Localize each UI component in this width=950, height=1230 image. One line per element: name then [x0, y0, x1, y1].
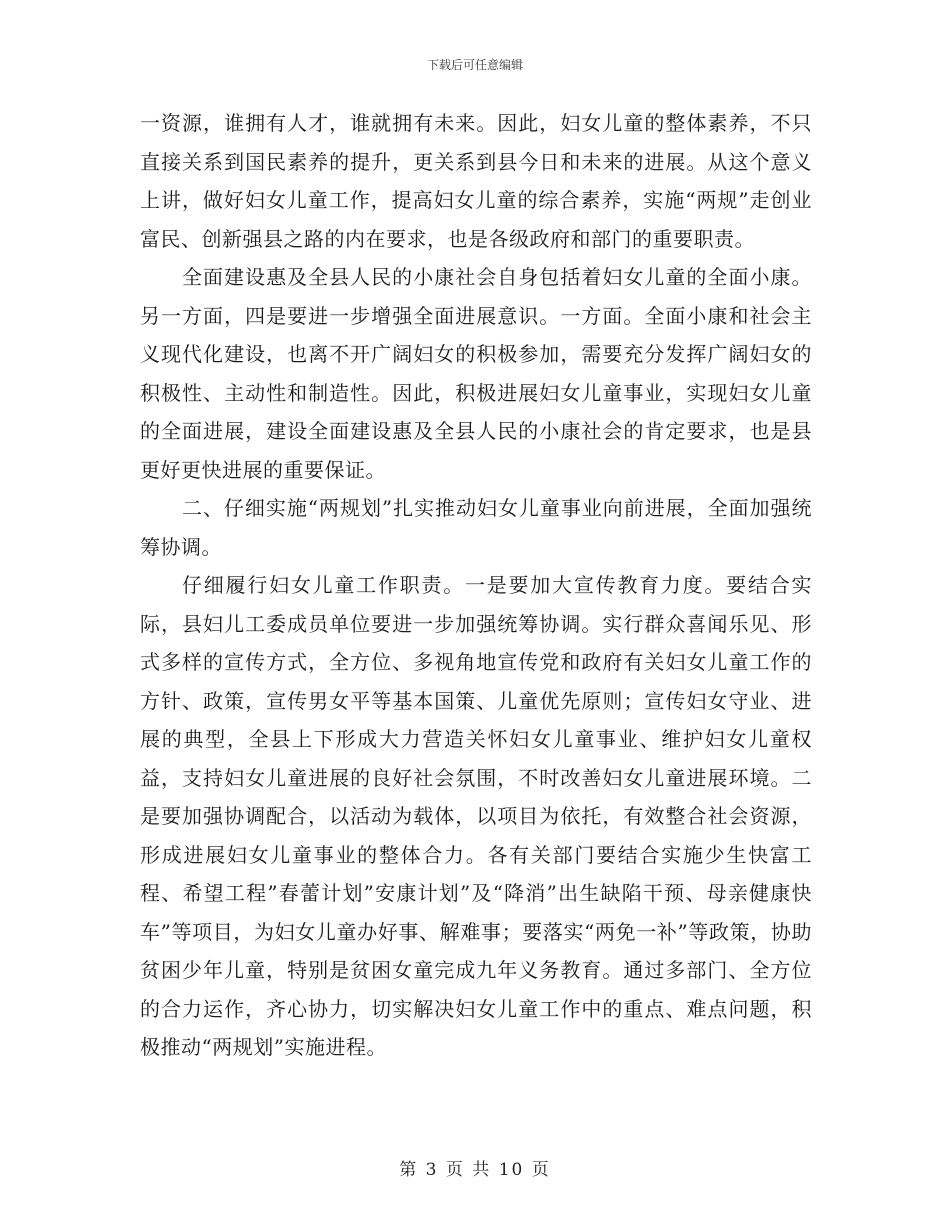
- page-number: 第 3 页 共 10 页: [399, 1160, 551, 1180]
- paragraph-2: 全面建设惠及全县人民的小康社会自身包括着妇女儿童的全面小康。另一方面，四是要进一步增强全面进展意识。一方面。全面小康和社会主义现代化建设，也离不开广阔妇女的积极参加，需要充分发挥广阔妇女的积极性、主动性和制造性。因此，积极进展妇女儿童事业，实现妇女儿童的全面进展，建设全面建设惠及全县人民的小康社会的肯定要求，也是县更好更快进展的重要保证。: [140, 265, 812, 482]
- document-body: [140, 104, 812, 1067]
- section-heading: 二、仔细实施“两规划”扎实推动妇女儿童事业向前进展，全面加强统筹协调。: [140, 496, 812, 559]
- paragraph-1: 一资源，谁拥有人才，谁就拥有未来。因此，妇女儿童的整体素养，不只直接关系到国民素养的提升，更关系到县今日和未来的进展。从这个意义上讲，做好妇女儿童工作，提高妇女儿童的综合素养，实施“两规”走创业富民、创新强县之路的内在要求，也是各级政府和部门的重要职责。: [140, 111, 812, 251]
- page-header: 下载后可任意编辑: [426, 58, 523, 72]
- paragraph-3: 仔细履行妇女儿童工作职责。一是要加大宣传教育力度。要结合实际，县妇儿工委成员单位要进一步加强统筹协调。实行群众喜闻乐见、形式多样的宣传方式，全方位、多视角地宣传党和政府有关妇女儿童工作的方针、政策，宣传男女平等基本国策、儿童优先原则；宣传妇女守业、进展的典型，全县上下形成大力营造关怀妇女儿童事业、维护妇女儿童权益，支持妇女儿童进展的良好社会氛围，不时改善妇女儿童进展环境。二是要加强协调配合，以活动为载体，以项目为依托，有效整合社会资源，形成进展妇女儿童事业的整体合力。各有关部门要结合实施少生快富工程、希望工程”春蕾计划”安康计划”及“降消”出生缺陷干预、母亲健康快车”等项目，为妇女儿童办好事、解难事；要落实“两免一补”等政策，协助贫困少年儿童，特别是贫困女童完成九年义务教育。通过多部门、全方位的合力运作，齐心协力，切实解决妇女儿童工作中的重点、难点问题，积极推动“两规划”实施进程。: [140, 573, 812, 1059]
